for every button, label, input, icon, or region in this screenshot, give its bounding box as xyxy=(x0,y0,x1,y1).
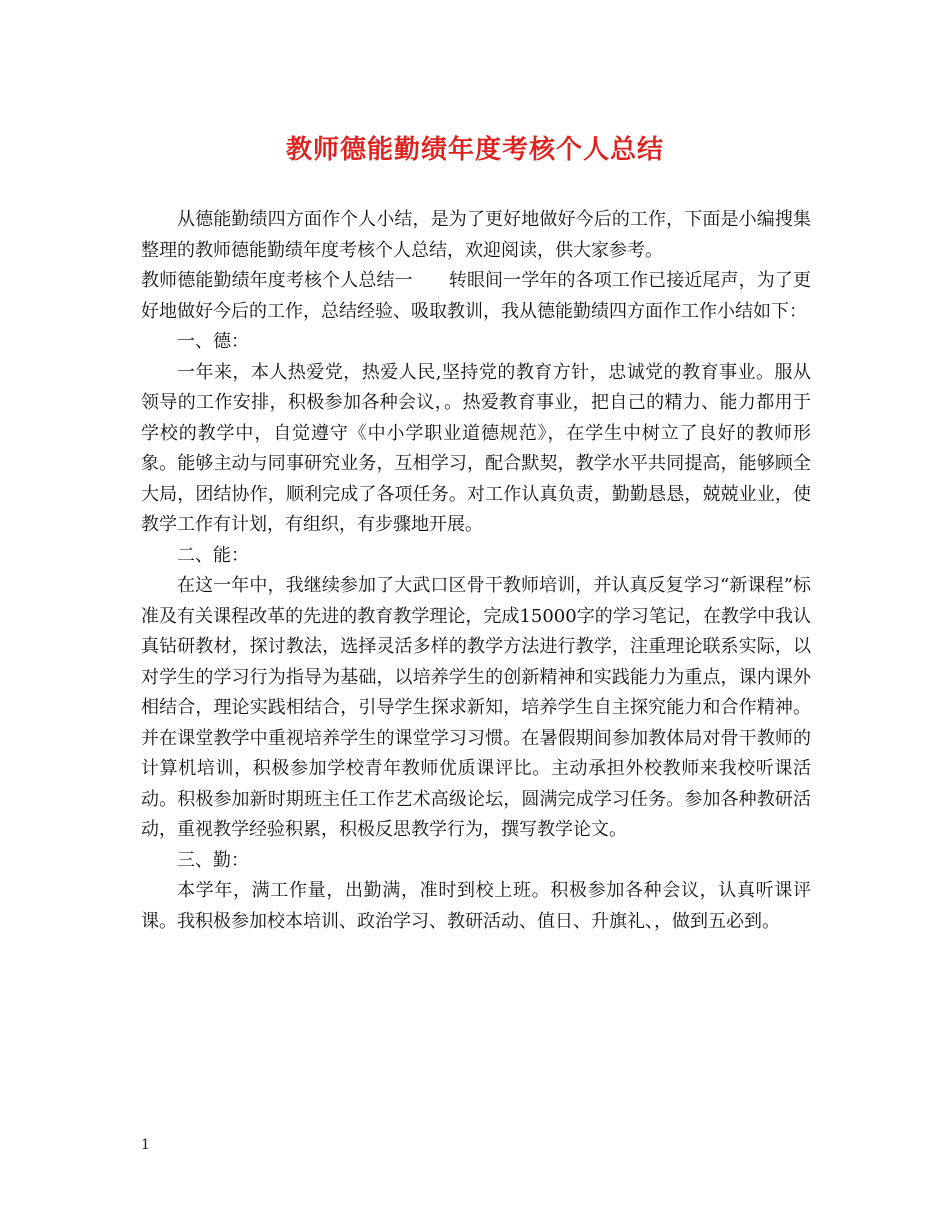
section-one-paragraph xyxy=(141,266,811,327)
neng-paragraph: 在这一年中，我继续参加了大武口区骨干教师培训，并认真反复学习“新课程”标准及有关课程改革的先进的教育教学理论，完成15000字的学习笔记，在教学中我认真钻研教材，探讨教法，选择灵活多样的教学方法进行教学，注重理论联系实际，以对学生的学习行为指导为基础，以培养学生的创新精神和实践能力为重点，课内课外相结合，理论实践相结合，引导学生探求新知，培养学生自主探究能力和合作精神。并在课堂教学中重视培养学生的课堂学习习惯。在暑假期间参加教体局对骨干教师的计算机培训，积极参加学校青年教师优质课评比。主动承担外校教师来我校听课活动。积极参加新时期班主任工作艺术高级论坛，圆满完成学习任务。参加各种教研活动，重视教学经验积累，积极反思教学行为，撰写教学论文。 xyxy=(141,575,811,840)
section-one-heading: 教师德能勤绩年度考核个人总结一 xyxy=(141,270,413,291)
qin-heading: 三、勤： xyxy=(177,849,249,871)
qin-paragraph: 本学年，满工作量，出勤满，准时到校上班。积极参加各种会议，认真听课评课。我积极参加校本培训、政治学习、教研活动、值日、升旗礼、，做到五必到。 xyxy=(141,880,811,932)
intro-paragraph: 从德能勤绩四方面作个人小结，是为了更好地做好今后的工作，下面是小编搜集整理的教师德能勤绩年度考核个人总结，欢迎阅读，供大家参考。 xyxy=(141,209,811,261)
document-body xyxy=(141,205,811,937)
section-one-text: 转眼间一学年的各项工作已接近尾声，为了更好地做好今后的工作，总结经验、吸取教训，我从德能勤绩四方面作工作小结如下： xyxy=(141,270,812,322)
de-heading: 一、德： xyxy=(177,331,249,352)
page-number: 1 xyxy=(141,1137,150,1153)
document-title: 教师德能勤绩年度考核个人总结 xyxy=(285,135,664,165)
neng-heading: 二、能： xyxy=(177,544,249,566)
de-paragraph: 一年来，本人热爱党，热爱人民,坚持党的教育方针，忠诚党的教育事业。服从领导的工作安排，积极参加各种会议，。热爱教育事业，把自己的精力、能力都用于学校的教学中，自觉遵守《中小学职业道德规范》，在学生中树立了良好的教师形象。能够主动与同事研究业务，互相学习，配合默契，教学水平共同提高，能够顾全大局，团结协作，顺利完成了各项任务。对工作认真负责，勤勤恳恳，兢兢业业，使教学工作有计划，有组织，有步骤地开展。 xyxy=(141,361,811,535)
